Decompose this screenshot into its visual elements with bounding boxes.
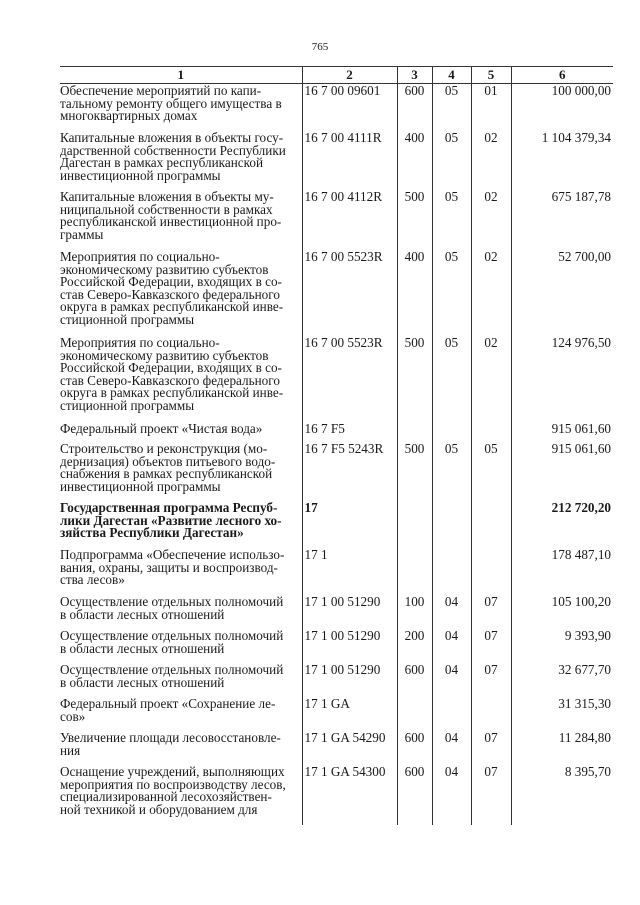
row-expense-type: 600 [397,765,432,825]
row-amount: 8 395,70 [511,765,613,825]
row-section: 05 [432,250,471,336]
row-code: 16 7 F5 [302,422,397,442]
row-expense-type [397,422,432,442]
row-name: Подпрограмма «Обеспечение использо- вания, охраны, защиты и воспроизвод- ства лесов» [60,547,285,588]
row-section: 04 [432,663,471,697]
row-amount: 124 976,50 [511,336,613,422]
row-subsection: 02 [471,190,511,250]
page-number: 765 [311,41,329,53]
row-expense-type: 400 [397,131,432,190]
table-row [60,731,613,765]
row-code: 16 7 F5 5243R [302,442,397,501]
row-section [432,501,471,548]
row-code: 16 7 00 5523R [302,250,397,336]
table-row [60,629,613,663]
row-code: 16 7 00 4112R [302,190,397,250]
row-code: 17 1 GA [302,697,397,731]
row-code: 16 7 00 5523R [302,336,397,422]
row-name: Увеличение площади лесовосстановле- ния [60,730,281,758]
row-section: 05 [432,442,471,501]
table-row [60,84,613,132]
row-expense-type: 600 [397,731,432,765]
row-amount: 915 061,60 [511,442,613,501]
row-expense-type: 600 [397,663,432,697]
row-subsection [471,548,511,595]
row-amount: 31 315,30 [511,697,613,731]
row-code: 16 7 00 4111R [302,131,397,190]
row-subsection: 02 [471,250,511,336]
row-section: 05 [432,131,471,190]
column-header: 4 [432,67,471,84]
row-section [432,697,471,731]
row-subsection [471,422,511,442]
row-name: Государственная программа Респуб- лики Дагестан «Развитие лесного хо- зяйства Республики Дагестан» [60,500,282,541]
table-row [60,131,613,190]
row-name: Капитальные вложения в объекты му- ниципальной собственности в рамках республиканской инвестиционной про- граммы [60,189,282,242]
row-section: 04 [432,629,471,663]
row-code: 17 [302,501,397,548]
row-subsection: 05 [471,442,511,501]
row-section: 05 [432,190,471,250]
row-subsection [471,697,511,731]
table-row [60,663,613,697]
table-row [60,697,613,731]
table-row [60,442,613,501]
row-name: Федеральный проект «Сохранение ле- сов» [60,696,276,724]
row-amount: 915 061,60 [511,422,613,442]
row-amount: 105 100,20 [511,595,613,629]
row-expense-type [397,697,432,731]
row-amount: 100 000,00 [511,84,613,132]
row-subsection: 02 [471,131,511,190]
row-expense-type [397,501,432,548]
row-name: Осуществление отдельных полномочий в области лесных отношений [60,628,284,656]
row-amount: 32 677,70 [511,663,613,697]
row-name: Мероприятия по социально- экономическому развитию субъектов Российской Федерации, входящих в со- став Северо-Кавказского федерального округа в рамках республиканской инве- стиционной программы [60,249,284,327]
table-row [60,422,613,442]
row-expense-type: 100 [397,595,432,629]
table-row [60,336,613,422]
row-code: 16 7 00 09601 [302,84,397,132]
row-amount: 675 187,78 [511,190,613,250]
row-subsection: 07 [471,629,511,663]
row-section: 04 [432,765,471,825]
column-header: 2 [302,67,397,84]
table-row [60,765,613,825]
row-subsection: 02 [471,336,511,422]
table-header-row [60,67,613,84]
row-code: 17 1 GA 54300 [302,765,397,825]
budget-table [60,66,613,825]
row-amount: 9 393,90 [511,629,613,663]
row-name: Федеральный проект «Чистая вода» [60,421,263,436]
row-section [432,422,471,442]
column-header: 1 [60,67,302,84]
row-code: 17 1 00 51290 [302,629,397,663]
row-expense-type: 200 [397,629,432,663]
row-section [432,548,471,595]
row-amount: 178 487,10 [511,548,613,595]
row-name: Обеспечение мероприятий по капи- тальному ремонту общего имущества в многоквартирных домах [60,83,282,124]
table-row [60,595,613,629]
row-subsection [471,501,511,548]
row-expense-type: 500 [397,442,432,501]
row-amount: 1 104 379,34 [511,131,613,190]
row-section: 04 [432,731,471,765]
row-amount: 212 720,20 [511,501,613,548]
row-section: 05 [432,336,471,422]
table-row [60,501,613,548]
row-code: 17 1 00 51290 [302,663,397,697]
row-subsection: 07 [471,765,511,825]
row-expense-type: 500 [397,190,432,250]
row-section: 05 [432,84,471,132]
row-section: 04 [432,595,471,629]
row-name: Капитальные вложения в объекты госу- дарственной собственности Республики Дагестан в рамках республиканской инвестиционной программы [60,130,286,183]
row-name: Оснащение учреждений, выполняющих мероприятия по воспроизводству лесов, специализированной лесохозяйствен- ной техникой и оборудованием для [60,764,286,817]
row-amount: 11 284,80 [511,731,613,765]
row-expense-type [397,548,432,595]
row-amount: 52 700,00 [511,250,613,336]
column-header: 6 [511,67,613,84]
row-expense-type: 400 [397,250,432,336]
table-body [60,84,613,826]
row-expense-type: 500 [397,336,432,422]
table-row [60,250,613,336]
row-subsection: 07 [471,731,511,765]
row-code: 17 1 [302,548,397,595]
table-row [60,190,613,250]
row-name: Осуществление отдельных полномочий в области лесных отношений [60,594,284,622]
row-name: Мероприятия по социально- экономическому развитию субъектов Российской Федерации, входящих в со- став Северо-Кавказского федерального округа в рамках республиканской инве- стиционной программы [60,335,284,413]
row-subsection: 01 [471,84,511,132]
row-subsection: 07 [471,663,511,697]
column-header: 5 [471,67,511,84]
column-header: 3 [397,67,432,84]
row-name: Осуществление отдельных полномочий в области лесных отношений [60,662,284,690]
table-row [60,548,613,595]
row-name: Строительство и реконструкция (мо- дернизация) объектов питьевого водо- снабжения в рамках республиканской инвестиционной программы [60,441,276,494]
row-expense-type: 600 [397,84,432,132]
row-code: 17 1 GA 54290 [302,731,397,765]
row-code: 17 1 00 51290 [302,595,397,629]
row-subsection: 07 [471,595,511,629]
